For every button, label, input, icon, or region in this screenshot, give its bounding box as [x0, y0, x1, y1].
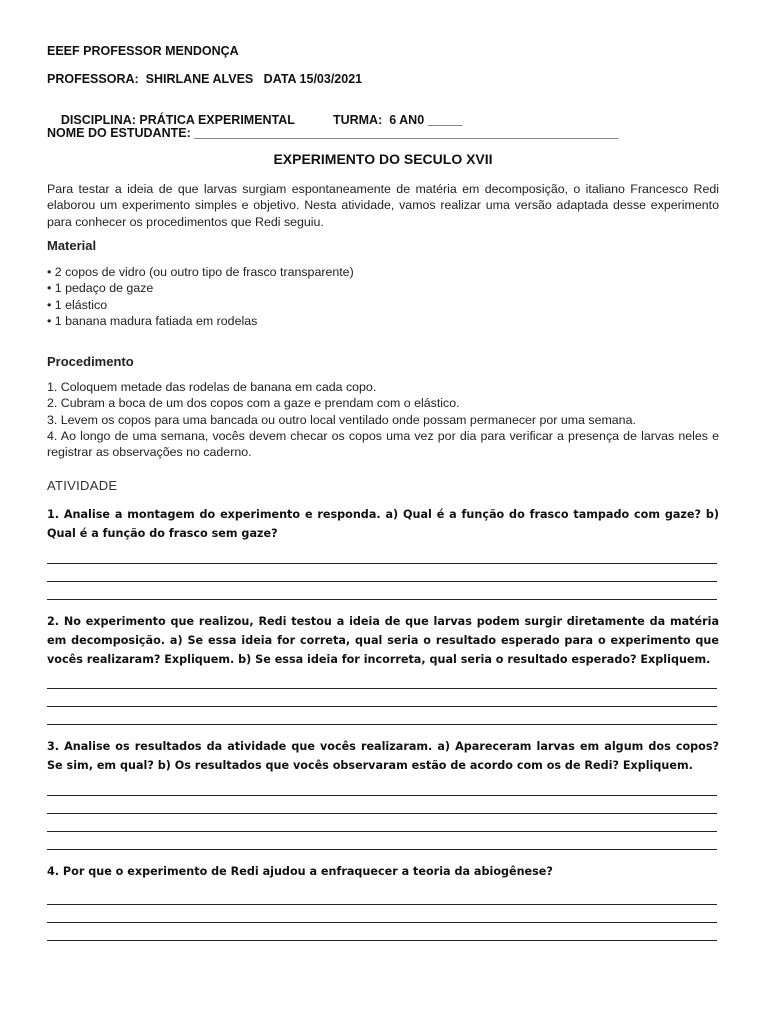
material-list: [47, 264, 719, 329]
material-item: • 1 elástico: [47, 297, 108, 312]
procedure-step: 2. Cubram a boca de um dos copos com a gaze e prendam com o elástico.: [47, 396, 460, 411]
answer-line: [47, 831, 717, 832]
student-name-field: NOME DO ESTUDANTE: _____________________________________________________________: [47, 126, 619, 140]
answer-line: [47, 922, 717, 923]
question-4: 4. Por que o experimento de Redi ajudou a enfraquecer a teoria da abiogênese?: [47, 865, 553, 878]
answer-line: [47, 795, 717, 796]
material-item: • 1 banana madura fatiada em rodelas: [47, 313, 258, 328]
procedure-list: [47, 379, 719, 460]
question-1: 1. Analise a montagem do experimento e responda. a) Qual é a função do frasco tampado com gaze? b) Qual é a função do frasco sem gaze?: [47, 508, 719, 540]
answer-line: [47, 581, 717, 582]
class-label: TURMA: 6 AN0 _____: [332, 113, 463, 127]
answer-line: [47, 688, 717, 689]
answer-line: [47, 724, 717, 725]
procedure-step: 3. Levem os copos para uma bancada ou outro local ventilado onde possam permanecer por uma semana.: [47, 412, 636, 427]
material-item: • 1 pedaço de gaze: [47, 281, 154, 296]
question-2: 2. No experimento que realizou, Redi testou a ideia de que larvas podem surgir diretamente da matéria em decomposição. a) Se essa ideia for correta, qual seria o resultado esperado para o experimento que vocês realizaram? Expliquem. b) Se essa ideia for incorreta, qual seria o resultado esperado? Expliquem.: [47, 615, 719, 666]
material-item: • 2 copos de vidro (ou outro tipo de frasco transparente): [47, 265, 354, 279]
material-heading: Material: [47, 238, 97, 253]
answer-line: [47, 813, 717, 814]
procedure-step: 4. Ao longo de uma semana, vocês devem checar os copos uma vez por dia para verificar a presença de larvas neles e registrar as observações no caderno.: [47, 428, 719, 460]
question-3: 3. Analise os resultados da atividade que vocês realizaram. a) Apareceram larvas em algum dos copos? Se sim, em qual? b) Os resultados que vocês observaram estão de acordo com os de Redi? Expliquem.: [47, 740, 719, 772]
worksheet-title: EXPERIMENTO DO SECULO XVII: [273, 151, 493, 167]
teacher-date: PROFESSORA: SHIRLANE ALVES DATA 15/03/2021: [47, 72, 363, 86]
answer-line: [47, 563, 717, 564]
answer-line: [47, 706, 717, 707]
answer-line: [47, 940, 717, 941]
activity-heading: ATIVIDADE: [47, 478, 118, 493]
answer-line: [47, 599, 717, 600]
answer-line: [47, 904, 717, 905]
answer-line: [47, 849, 717, 850]
school-name: EEEF PROFESSOR MENDONÇA: [47, 44, 239, 58]
procedure-heading: Procedimento: [47, 354, 134, 369]
intro-paragraph: Para testar a ideia de que larvas surgiam espontaneamente de matéria em decomposição, o italiano Francesco Redi elaborou um experimento simples e objetivo. Nesta atividade, vamos realizar uma versão adaptada desse experimento para conhecer os procedimentos que Redi seguiu.: [47, 182, 719, 229]
subject-label: DISCIPLINA: PRÁTICA EXPERIMENTAL: [60, 113, 295, 127]
procedure-step: 1. Coloquem metade das rodelas de banana em cada copo.: [47, 380, 377, 394]
